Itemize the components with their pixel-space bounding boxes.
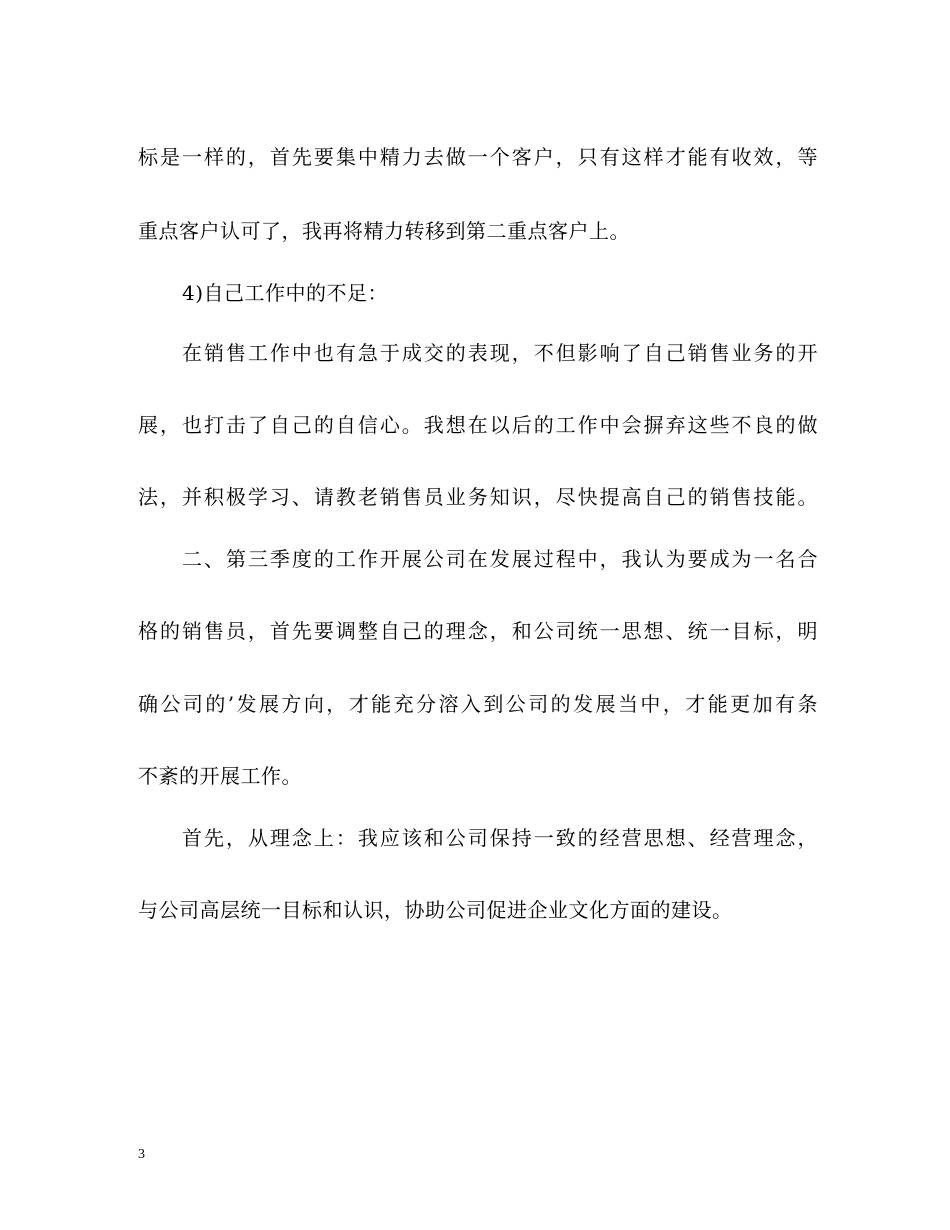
paragraph-line: 首先，从理念上：我应该和公司保持一致的经营思想、经营理念，	[182, 826, 818, 850]
paragraph-line: 确公司的’发展方向，才能充分溶入到公司的发展当中，才能更加有条	[138, 692, 818, 716]
paragraph-line: 法，并积极学习、请教老销售员业务知识，尽快提高自己的销售技能。	[138, 485, 818, 509]
paragraph-line: 格的销售员，首先要调整自己的理念，和公司统一思想、统一目标，明	[138, 619, 818, 643]
paragraph-line: 与公司高层统一目标和认识，协助公司促进企业文化方面的建设。	[138, 898, 733, 922]
page-number: 3	[138, 1147, 145, 1162]
paragraph-line: 在销售工作中也有急于成交的表现，不但影响了自己销售业务的开	[182, 341, 818, 365]
paragraph-line: 二、第三季度的工作开展公司在发展过程中，我认为要成为一名合	[182, 547, 818, 571]
paragraph-line: 标是一样的，首先要集中精力去做一个客户，只有这样才能有收效，等	[138, 145, 818, 169]
paragraph-line: 重点客户认可了，我再将精力转移到第二重点客户上。	[138, 219, 630, 243]
section-heading: 4)自己工作中的不足：	[182, 281, 389, 305]
paragraph-line: 展，也打击了自己的自信心。我想在以后的工作中会摒弃这些不良的做	[138, 413, 818, 437]
paragraph-line: 不紊的开展工作。	[138, 764, 302, 788]
